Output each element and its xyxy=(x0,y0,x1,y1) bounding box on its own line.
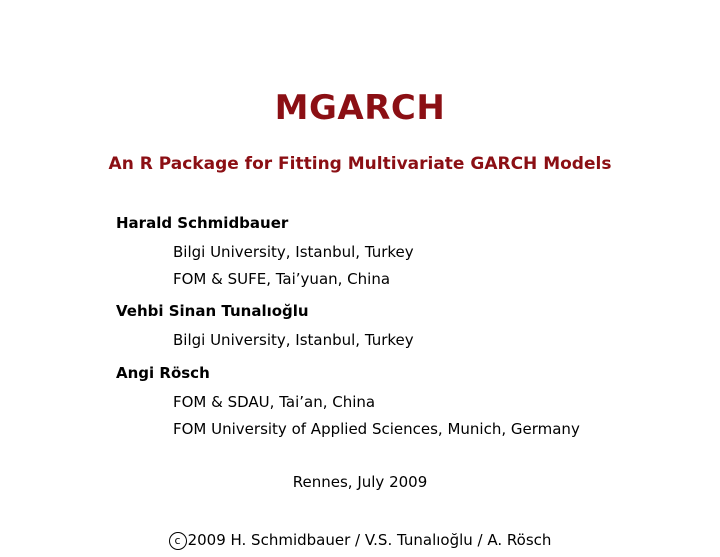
author-block xyxy=(116,212,706,293)
author-affiliation: Bilgi University, Istanbul, Turkey xyxy=(173,331,414,349)
copyright-footer xyxy=(0,531,720,550)
author-block xyxy=(116,300,706,354)
author-affiliation: FOM & SDAU, Tai’an, China xyxy=(173,393,376,411)
place-date: Rennes, July 2009 xyxy=(292,473,428,491)
author-affiliation: FOM University of Applied Sciences, Munich, Germany xyxy=(173,420,580,438)
copyright-text: 2009 H. Schmidbauer / V.S. Tunalıoğlu / A. Rösch xyxy=(187,531,552,549)
author-affiliation: FOM & SUFE, Tai’yuan, China xyxy=(173,270,391,288)
slide-subtitle: An R Package for Fitting Multivariate GARCH Models xyxy=(108,154,612,174)
author-affiliation: Bilgi University, Istanbul, Turkey xyxy=(173,243,414,261)
author-list xyxy=(116,212,706,443)
author-name: Vehbi Sinan Tunalıoğlu xyxy=(116,302,309,320)
author-name: Harald Schmidbauer xyxy=(116,214,289,232)
author-name: Angi Rösch xyxy=(116,364,210,382)
slide-title: MGARCH xyxy=(274,88,446,128)
copyright-icon: c xyxy=(169,532,187,550)
author-block xyxy=(116,362,706,443)
